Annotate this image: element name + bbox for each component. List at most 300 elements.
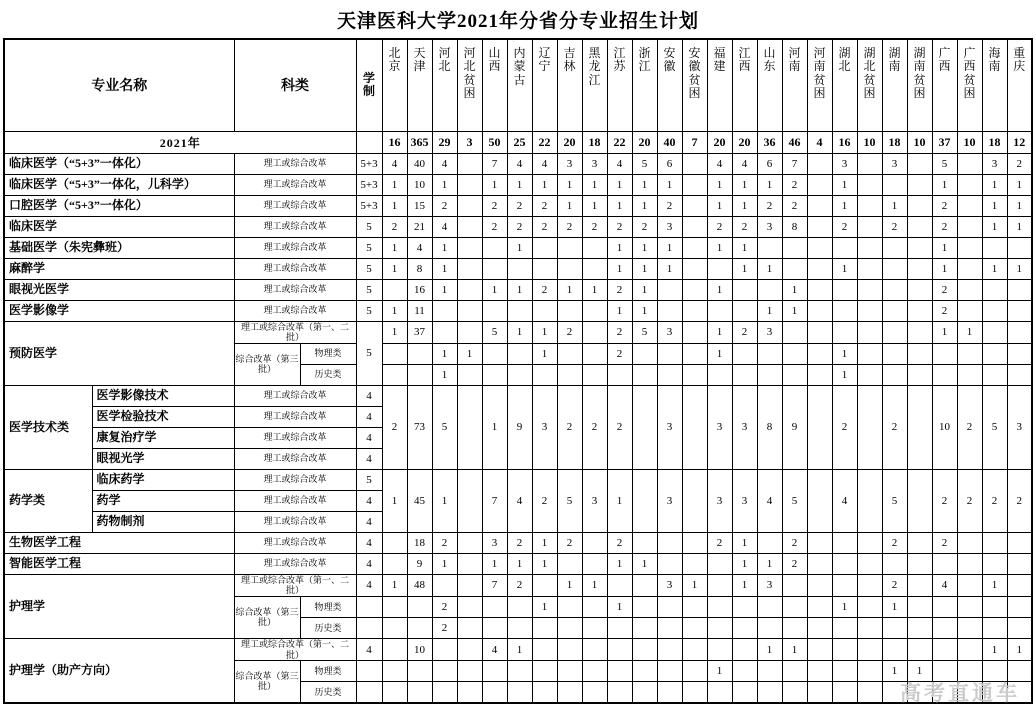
value-cell: 1 bbox=[507, 638, 532, 660]
value-cell: 4 bbox=[432, 216, 457, 237]
category-cell: 理工或综合改革 bbox=[234, 153, 356, 174]
col-header-duration bbox=[356, 39, 382, 131]
value-cell: 1 bbox=[432, 343, 457, 364]
table-row bbox=[4, 153, 1032, 174]
value-cell bbox=[457, 574, 482, 596]
col-header-province bbox=[407, 39, 432, 131]
value-cell: 5 bbox=[632, 153, 657, 174]
total-value-cell: 10 bbox=[857, 131, 882, 153]
value-cell bbox=[832, 237, 857, 258]
province-header-text: 河南贫困 bbox=[813, 46, 826, 101]
value-cell bbox=[532, 682, 557, 703]
value-cell: 21 bbox=[407, 216, 432, 237]
value-cell bbox=[632, 469, 657, 532]
duration-cell: 4 bbox=[356, 385, 382, 406]
value-cell bbox=[807, 574, 832, 596]
value-cell bbox=[682, 596, 707, 617]
value-cell bbox=[682, 638, 707, 660]
value-cell bbox=[882, 364, 907, 385]
value-cell bbox=[907, 532, 932, 553]
value-cell: 1 bbox=[432, 469, 457, 532]
province-header-text: 内蒙古 bbox=[513, 46, 526, 87]
watermark: 高考直通车 bbox=[900, 681, 1020, 705]
total-value-cell: 25 bbox=[507, 131, 532, 153]
province-header-text: 湖南贫困 bbox=[913, 46, 926, 101]
value-cell: 1 bbox=[782, 638, 807, 660]
duration-cell: 4 bbox=[356, 638, 382, 660]
value-cell bbox=[582, 300, 607, 321]
category-cell: 理工或综合改革 bbox=[234, 406, 356, 427]
value-cell bbox=[757, 279, 782, 300]
value-cell: 1 bbox=[757, 300, 782, 321]
value-cell: 1 bbox=[1007, 195, 1032, 216]
value-cell: 1 bbox=[882, 661, 907, 682]
track-cell: 历史类 bbox=[300, 617, 356, 638]
value-cell bbox=[1007, 574, 1032, 596]
value-cell: 3 bbox=[582, 153, 607, 174]
value-cell bbox=[807, 661, 832, 682]
category-cell: 理工或综合改革 bbox=[234, 448, 356, 469]
value-cell: 10 bbox=[932, 385, 957, 469]
value-cell: 1 bbox=[1007, 258, 1032, 279]
total-value-cell: 7 bbox=[682, 131, 707, 153]
value-cell bbox=[857, 385, 882, 469]
value-cell bbox=[532, 237, 557, 258]
value-cell bbox=[532, 617, 557, 638]
value-cell: 6 bbox=[657, 153, 682, 174]
value-cell bbox=[632, 385, 657, 469]
total-value-cell: 4 bbox=[807, 131, 832, 153]
value-cell bbox=[532, 661, 557, 682]
value-cell bbox=[682, 661, 707, 682]
value-cell: 73 bbox=[407, 385, 432, 469]
value-cell bbox=[807, 321, 832, 343]
value-cell bbox=[707, 574, 732, 596]
value-cell bbox=[582, 617, 607, 638]
value-cell: 1 bbox=[532, 321, 557, 343]
col-header-province bbox=[707, 39, 732, 131]
col-header-province bbox=[582, 39, 607, 131]
total-value-cell: 29 bbox=[432, 131, 457, 153]
category-cell: 理工或综合改革（第一、二批） bbox=[234, 574, 356, 596]
value-cell: 1 bbox=[882, 596, 907, 617]
value-cell bbox=[632, 638, 657, 660]
value-cell: 2 bbox=[557, 385, 582, 469]
col-header-province bbox=[657, 39, 682, 131]
value-cell: 3 bbox=[482, 532, 507, 553]
value-cell: 40 bbox=[407, 153, 432, 174]
value-cell bbox=[957, 596, 982, 617]
value-cell bbox=[632, 532, 657, 553]
value-cell: 1 bbox=[632, 174, 657, 195]
value-cell bbox=[657, 661, 682, 682]
value-cell: 4 bbox=[732, 153, 757, 174]
value-cell: 2 bbox=[432, 195, 457, 216]
major-name-cell: 护理学（助产方向） bbox=[4, 638, 234, 702]
value-cell: 1 bbox=[607, 258, 632, 279]
value-cell bbox=[782, 364, 807, 385]
value-cell: 2 bbox=[782, 195, 807, 216]
province-header-text: 重庆 bbox=[1013, 46, 1026, 74]
value-cell bbox=[807, 300, 832, 321]
value-cell: 37 bbox=[407, 321, 432, 343]
value-cell: 3 bbox=[582, 469, 607, 532]
value-cell: 2 bbox=[657, 195, 682, 216]
value-cell: 3 bbox=[832, 153, 857, 174]
value-cell bbox=[557, 364, 582, 385]
value-cell bbox=[957, 638, 982, 660]
value-cell bbox=[857, 553, 882, 574]
category-cell: 理工或综合改革（第一、二批） bbox=[234, 638, 356, 660]
value-cell bbox=[607, 661, 632, 682]
value-cell: 9 bbox=[407, 553, 432, 574]
value-cell bbox=[1007, 237, 1032, 258]
major-group-cell: 医学技术类 bbox=[4, 385, 92, 469]
col-header-province bbox=[507, 39, 532, 131]
value-cell bbox=[782, 596, 807, 617]
value-cell bbox=[782, 574, 807, 596]
total-value-cell: 50 bbox=[482, 131, 507, 153]
value-cell bbox=[932, 596, 957, 617]
major-name-cell: 眼视光学 bbox=[92, 448, 234, 469]
value-cell: 1 bbox=[432, 364, 457, 385]
value-cell bbox=[582, 364, 607, 385]
province-header-text: 浙江 bbox=[638, 46, 651, 74]
value-cell bbox=[907, 258, 932, 279]
value-cell bbox=[557, 661, 582, 682]
value-cell: 2 bbox=[957, 469, 982, 532]
value-cell bbox=[907, 237, 932, 258]
total-value-cell: 10 bbox=[907, 131, 932, 153]
value-cell bbox=[857, 638, 882, 660]
col-header-province bbox=[607, 39, 632, 131]
total-value-cell: 40 bbox=[657, 131, 682, 153]
table-row bbox=[4, 279, 1032, 300]
value-cell: 1 bbox=[707, 321, 732, 343]
value-cell bbox=[832, 617, 857, 638]
value-cell bbox=[532, 258, 557, 279]
value-cell: 2 bbox=[832, 216, 857, 237]
value-cell bbox=[482, 364, 507, 385]
value-cell: 2 bbox=[882, 216, 907, 237]
province-header-text: 辽宁 bbox=[538, 46, 551, 74]
value-cell: 1 bbox=[482, 279, 507, 300]
duration-cell: 4 bbox=[356, 406, 382, 427]
major-name-cell: 医学检验技术 bbox=[92, 406, 234, 427]
value-cell: 1 bbox=[632, 258, 657, 279]
value-cell bbox=[907, 385, 932, 469]
value-cell bbox=[807, 553, 832, 574]
value-cell bbox=[807, 343, 832, 364]
major-name-cell: 临床医学（“5+3”一体化） bbox=[4, 153, 234, 174]
value-cell bbox=[682, 532, 707, 553]
value-cell: 7 bbox=[482, 574, 507, 596]
value-cell: 1 bbox=[982, 195, 1007, 216]
value-cell bbox=[407, 682, 432, 703]
value-cell bbox=[557, 617, 582, 638]
category-cell: 理工或综合改革 bbox=[234, 490, 356, 511]
page-title: 天津医科大学2021年分省分专业招生计划 bbox=[336, 11, 699, 32]
value-cell bbox=[682, 617, 707, 638]
value-cell bbox=[907, 300, 932, 321]
province-header-text: 山东 bbox=[763, 46, 776, 74]
value-cell bbox=[757, 343, 782, 364]
value-cell bbox=[807, 279, 832, 300]
value-cell: 2 bbox=[607, 279, 632, 300]
value-cell: 9 bbox=[507, 385, 532, 469]
value-cell: 1 bbox=[532, 553, 557, 574]
value-cell bbox=[682, 553, 707, 574]
value-cell: 2 bbox=[482, 195, 507, 216]
total-value-cell: 36 bbox=[757, 131, 782, 153]
value-cell bbox=[557, 258, 582, 279]
value-cell bbox=[732, 364, 757, 385]
duration-cell: 4 bbox=[356, 511, 382, 532]
value-cell: 2 bbox=[732, 216, 757, 237]
total-value-cell: 18 bbox=[982, 131, 1007, 153]
value-cell bbox=[957, 153, 982, 174]
col-header-province bbox=[782, 39, 807, 131]
table-row bbox=[4, 300, 1032, 321]
value-cell bbox=[832, 321, 857, 343]
value-cell bbox=[432, 661, 457, 682]
total-value-cell: 10 bbox=[957, 131, 982, 153]
value-cell: 1 bbox=[382, 258, 407, 279]
total-value-cell: 22 bbox=[607, 131, 632, 153]
value-cell bbox=[907, 364, 932, 385]
province-header-text: 广西贫困 bbox=[963, 46, 976, 101]
category-cell: 理工或综合改革（第一、二批） bbox=[234, 321, 356, 343]
value-cell bbox=[957, 553, 982, 574]
value-cell bbox=[457, 617, 482, 638]
value-cell: 1 bbox=[382, 237, 407, 258]
value-cell: 1 bbox=[907, 661, 932, 682]
duration-cell bbox=[356, 617, 382, 638]
value-cell bbox=[382, 596, 407, 617]
value-cell bbox=[557, 638, 582, 660]
value-cell bbox=[507, 596, 532, 617]
value-cell: 1 bbox=[782, 279, 807, 300]
value-cell bbox=[507, 661, 532, 682]
value-cell bbox=[482, 617, 507, 638]
duration-cell: 5 bbox=[356, 258, 382, 279]
value-cell bbox=[882, 237, 907, 258]
value-cell bbox=[807, 385, 832, 469]
total-value-cell: 3 bbox=[457, 131, 482, 153]
value-cell bbox=[782, 661, 807, 682]
value-cell: 5 bbox=[432, 385, 457, 469]
value-cell: 1 bbox=[382, 574, 407, 596]
major-name-cell: 预防医学 bbox=[4, 321, 234, 385]
duration-cell: 5 bbox=[356, 237, 382, 258]
value-cell bbox=[382, 553, 407, 574]
value-cell bbox=[957, 279, 982, 300]
value-cell bbox=[582, 321, 607, 343]
province-header-text: 河南 bbox=[788, 46, 801, 74]
value-cell bbox=[732, 661, 757, 682]
total-value-cell: 16 bbox=[832, 131, 857, 153]
value-cell bbox=[382, 279, 407, 300]
province-header-text: 湖北贫困 bbox=[863, 46, 876, 101]
value-cell bbox=[657, 364, 682, 385]
value-cell bbox=[1007, 321, 1032, 343]
value-cell bbox=[832, 638, 857, 660]
value-cell: 2 bbox=[607, 216, 632, 237]
table-row bbox=[4, 469, 1032, 490]
value-cell: 1 bbox=[607, 300, 632, 321]
value-cell: 1 bbox=[982, 638, 1007, 660]
value-cell: 2 bbox=[932, 195, 957, 216]
value-cell bbox=[707, 617, 732, 638]
value-cell bbox=[807, 153, 832, 174]
value-cell bbox=[682, 174, 707, 195]
value-cell bbox=[857, 682, 882, 703]
table-row bbox=[4, 237, 1032, 258]
value-cell: 2 bbox=[532, 279, 557, 300]
value-cell bbox=[632, 596, 657, 617]
value-cell: 5 bbox=[882, 469, 907, 532]
value-cell: 1 bbox=[557, 574, 582, 596]
value-cell bbox=[807, 216, 832, 237]
value-cell bbox=[807, 682, 832, 703]
value-cell: 8 bbox=[757, 385, 782, 469]
value-cell bbox=[532, 574, 557, 596]
value-cell: 2 bbox=[432, 532, 457, 553]
value-cell bbox=[657, 300, 682, 321]
value-cell: 3 bbox=[532, 385, 557, 469]
category-cell: 理工或综合改革 bbox=[234, 532, 356, 553]
major-name-cell: 临床医学 bbox=[4, 216, 234, 237]
value-cell bbox=[432, 574, 457, 596]
province-header-text: 吉林 bbox=[563, 46, 576, 74]
duration-cell: 5 bbox=[356, 321, 382, 385]
value-cell bbox=[557, 343, 582, 364]
province-header-text: 广西 bbox=[938, 46, 951, 74]
value-cell: 2 bbox=[582, 216, 607, 237]
value-cell bbox=[407, 617, 432, 638]
major-group-cell: 药学类 bbox=[4, 469, 92, 532]
value-cell bbox=[882, 300, 907, 321]
value-cell bbox=[732, 300, 757, 321]
value-cell bbox=[482, 343, 507, 364]
value-cell bbox=[482, 258, 507, 279]
duration-cell: 4 bbox=[356, 427, 382, 448]
value-cell bbox=[557, 682, 582, 703]
value-cell bbox=[957, 174, 982, 195]
value-cell bbox=[557, 553, 582, 574]
value-cell: 2 bbox=[782, 532, 807, 553]
value-cell: 2 bbox=[532, 469, 557, 532]
value-cell: 2 bbox=[507, 216, 532, 237]
value-cell: 1 bbox=[957, 321, 982, 343]
value-cell bbox=[707, 638, 732, 660]
value-cell bbox=[957, 343, 982, 364]
table-row bbox=[4, 574, 1032, 596]
value-cell: 2 bbox=[532, 195, 557, 216]
col-header-province bbox=[432, 39, 457, 131]
value-cell: 1 bbox=[757, 553, 782, 574]
duration-cell bbox=[356, 661, 382, 682]
total-value-cell: 37 bbox=[932, 131, 957, 153]
value-cell bbox=[382, 682, 407, 703]
value-cell bbox=[807, 174, 832, 195]
value-cell bbox=[907, 279, 932, 300]
value-cell: 1 bbox=[507, 237, 532, 258]
value-cell: 1 bbox=[832, 174, 857, 195]
value-cell bbox=[532, 300, 557, 321]
col-header-province bbox=[832, 39, 857, 131]
value-cell bbox=[457, 385, 482, 469]
value-cell: 4 bbox=[832, 469, 857, 532]
duration-cell: 4 bbox=[356, 574, 382, 596]
major-name-cell: 护理学 bbox=[4, 574, 234, 638]
value-cell: 1 bbox=[632, 279, 657, 300]
value-cell bbox=[782, 343, 807, 364]
value-cell bbox=[682, 279, 707, 300]
value-cell bbox=[907, 553, 932, 574]
value-cell: 4 bbox=[707, 153, 732, 174]
value-cell: 9 bbox=[782, 385, 807, 469]
value-cell: 3 bbox=[657, 216, 682, 237]
value-cell: 3 bbox=[757, 321, 782, 343]
value-cell: 4 bbox=[532, 153, 557, 174]
value-cell: 2 bbox=[507, 532, 532, 553]
value-cell: 1 bbox=[632, 553, 657, 574]
value-cell bbox=[432, 682, 457, 703]
total-value-cell: 22 bbox=[532, 131, 557, 153]
category-cell: 理工或综合改革 bbox=[234, 385, 356, 406]
value-cell bbox=[807, 195, 832, 216]
duration-cell: 4 bbox=[356, 448, 382, 469]
table-row bbox=[4, 638, 1032, 660]
category-cell: 理工或综合改革 bbox=[234, 511, 356, 532]
value-cell: 3 bbox=[657, 321, 682, 343]
value-cell: 1 bbox=[1007, 174, 1032, 195]
value-cell bbox=[907, 153, 932, 174]
value-cell bbox=[632, 661, 657, 682]
value-cell bbox=[857, 216, 882, 237]
value-cell: 2 bbox=[382, 216, 407, 237]
col-header-province bbox=[807, 39, 832, 131]
value-cell: 1 bbox=[782, 300, 807, 321]
value-cell: 1 bbox=[432, 237, 457, 258]
value-cell: 2 bbox=[632, 216, 657, 237]
value-cell: 5 bbox=[982, 385, 1007, 469]
value-cell bbox=[657, 596, 682, 617]
value-cell: 1 bbox=[832, 364, 857, 385]
value-cell: 5 bbox=[482, 321, 507, 343]
value-cell: 2 bbox=[607, 321, 632, 343]
category-cell: 理工或综合改革 bbox=[234, 553, 356, 574]
value-cell: 1 bbox=[707, 174, 732, 195]
table-row bbox=[4, 195, 1032, 216]
value-cell bbox=[982, 279, 1007, 300]
value-cell bbox=[707, 596, 732, 617]
province-header-text: 北京 bbox=[388, 46, 401, 74]
duration-cell: 5 bbox=[356, 279, 382, 300]
value-cell bbox=[607, 574, 632, 596]
plan-table-head bbox=[4, 39, 1032, 131]
value-cell bbox=[707, 364, 732, 385]
year-totals-row bbox=[4, 131, 1032, 153]
value-cell: 4 bbox=[507, 153, 532, 174]
category-cell: 理工或综合改革 bbox=[234, 427, 356, 448]
province-header-text: 天津 bbox=[413, 46, 426, 74]
major-name-cell: 麻醉学 bbox=[4, 258, 234, 279]
value-cell: 5 bbox=[932, 153, 957, 174]
value-cell: 1 bbox=[582, 574, 607, 596]
value-cell: 1 bbox=[382, 195, 407, 216]
